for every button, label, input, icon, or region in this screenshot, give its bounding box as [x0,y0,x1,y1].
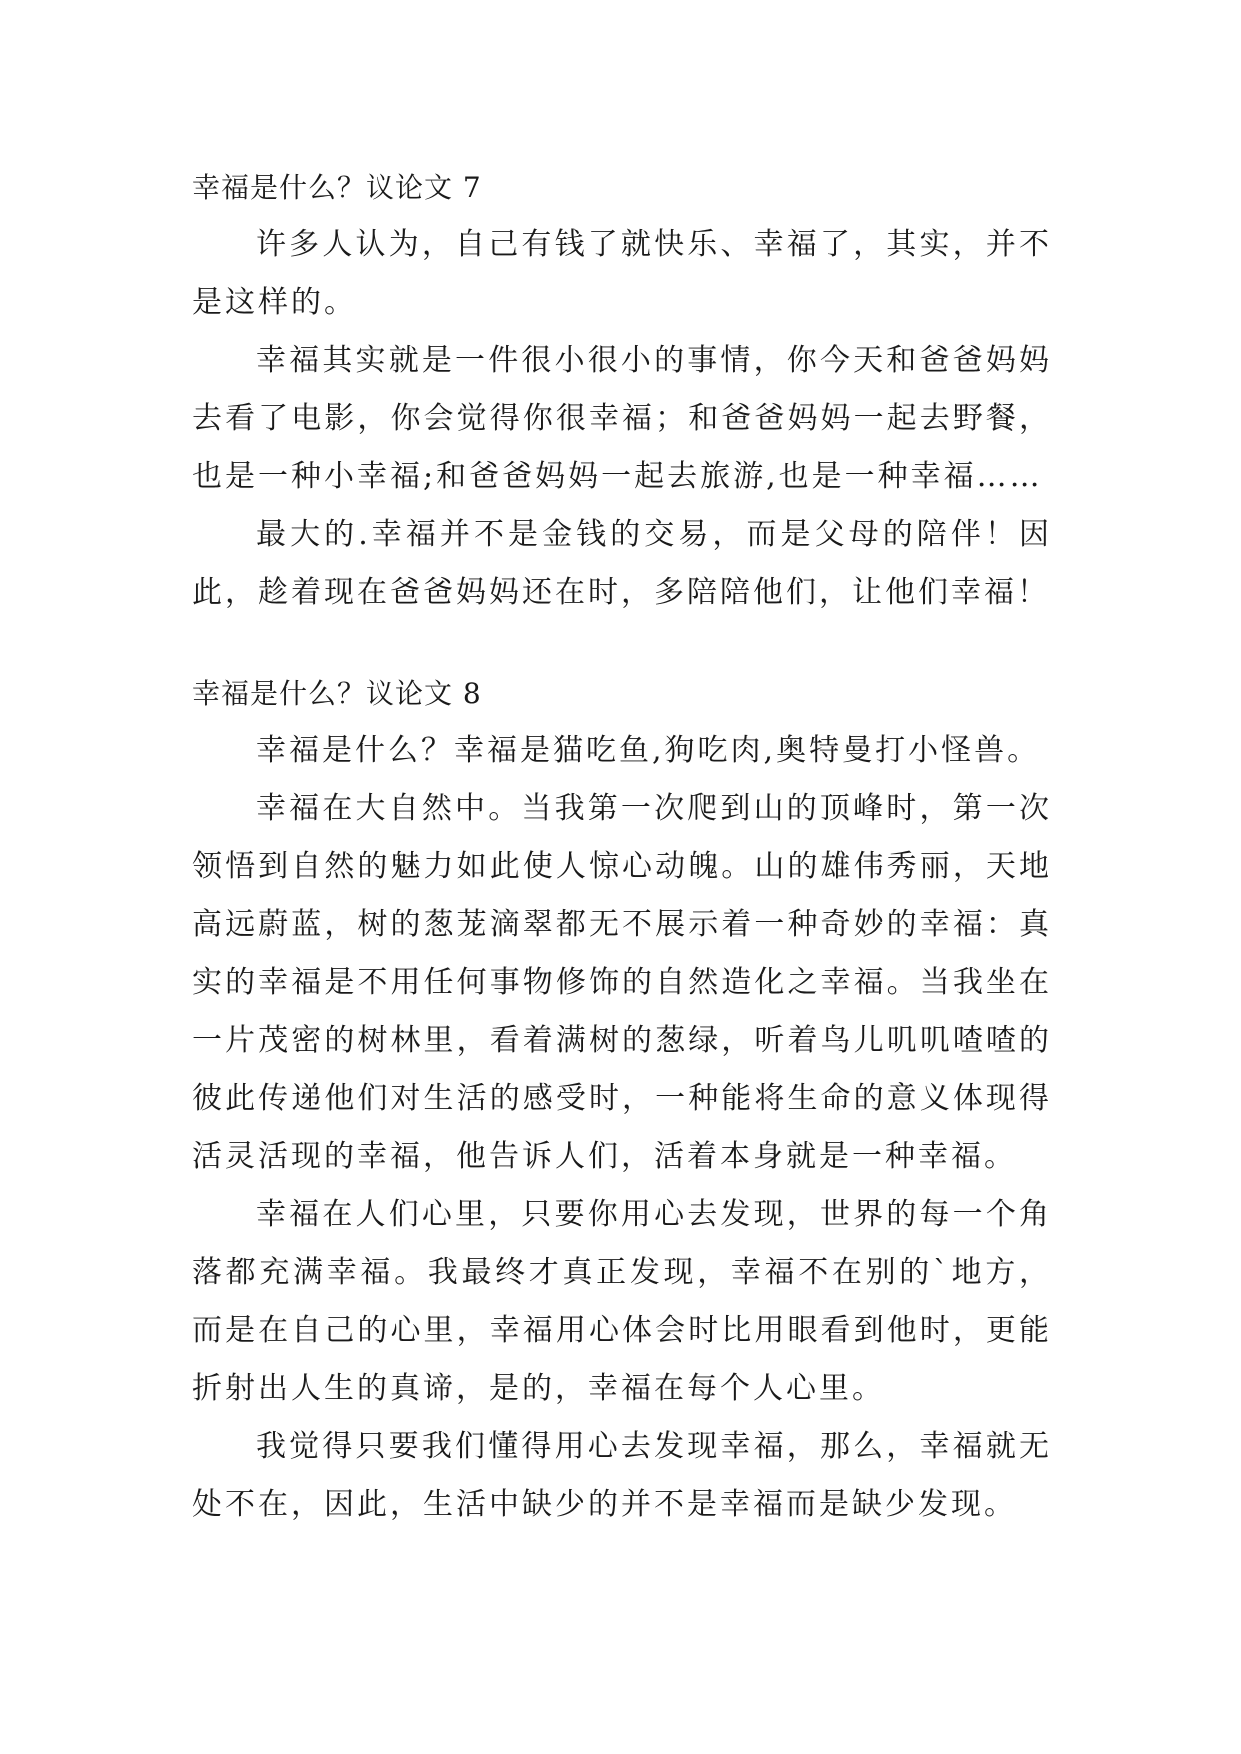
essay-paragraph: 幸福是什么？幸福是猫吃鱼,狗吃肉,奥特曼打小怪兽。 [256,733,1041,768]
essay-paragraph: 幸福在人们心里，只要你用心去发现，世界的每一个角落都充满幸福。我最终才真正发现，幸福不在别的`地方，而是在自己的心里，幸福用心体会时比用眼看到他时，更能折射出人生的真谛，是的，幸福在每个人心里。 [192,1197,1052,1406]
essay-section-8 [192,666,1052,1534]
essay-title: 幸福是什么？议论文 8 [192,677,482,710]
document-page [192,160,1052,1534]
essay-section-7 [192,160,1052,622]
essay-paragraph: 幸福在大自然中。当我第一次爬到山的顶峰时，第一次领悟到自然的魅力如此使人惊心动魄。山的雄伟秀丽，天地高远蔚蓝，树的葱茏滴翠都无不展示着一种奇妙的幸福：真实的幸福是不用任何事物修饰的自然造化之幸福。当我坐在一片茂密的树林里，看着满树的葱绿，听着鸟儿叽叽喳喳的彼此传递他们对生活的感受时，一种能将生命的意义体现得活灵活现的幸福，他告诉人们，活着本身就是一种幸福。 [192,791,1052,1174]
essay-title: 幸福是什么？议论文 7 [192,171,482,204]
essay-paragraph: 最大的.幸福并不是金钱的交易，而是父母的陪伴！因此，趁着现在爸爸妈妈还在时，多陪陪他们，让他们幸福！ [192,517,1052,610]
essay-paragraph: 许多人认为，自己有钱了就快乐、幸福了，其实，并不是这样的。 [192,227,1052,320]
essay-paragraph: 幸福其实就是一件很小很小的事情，你今天和爸爸妈妈去看了电影，你会觉得你很幸福；和爸爸妈妈一起去野餐，也是一种小幸福;和爸爸妈妈一起去旅游,也是一种幸福…… [192,343,1052,494]
essay-paragraph: 我觉得只要我们懂得用心去发现幸福，那么，幸福就无处不在，因此，生活中缺少的并不是幸福而是缺少发现。 [192,1429,1052,1522]
